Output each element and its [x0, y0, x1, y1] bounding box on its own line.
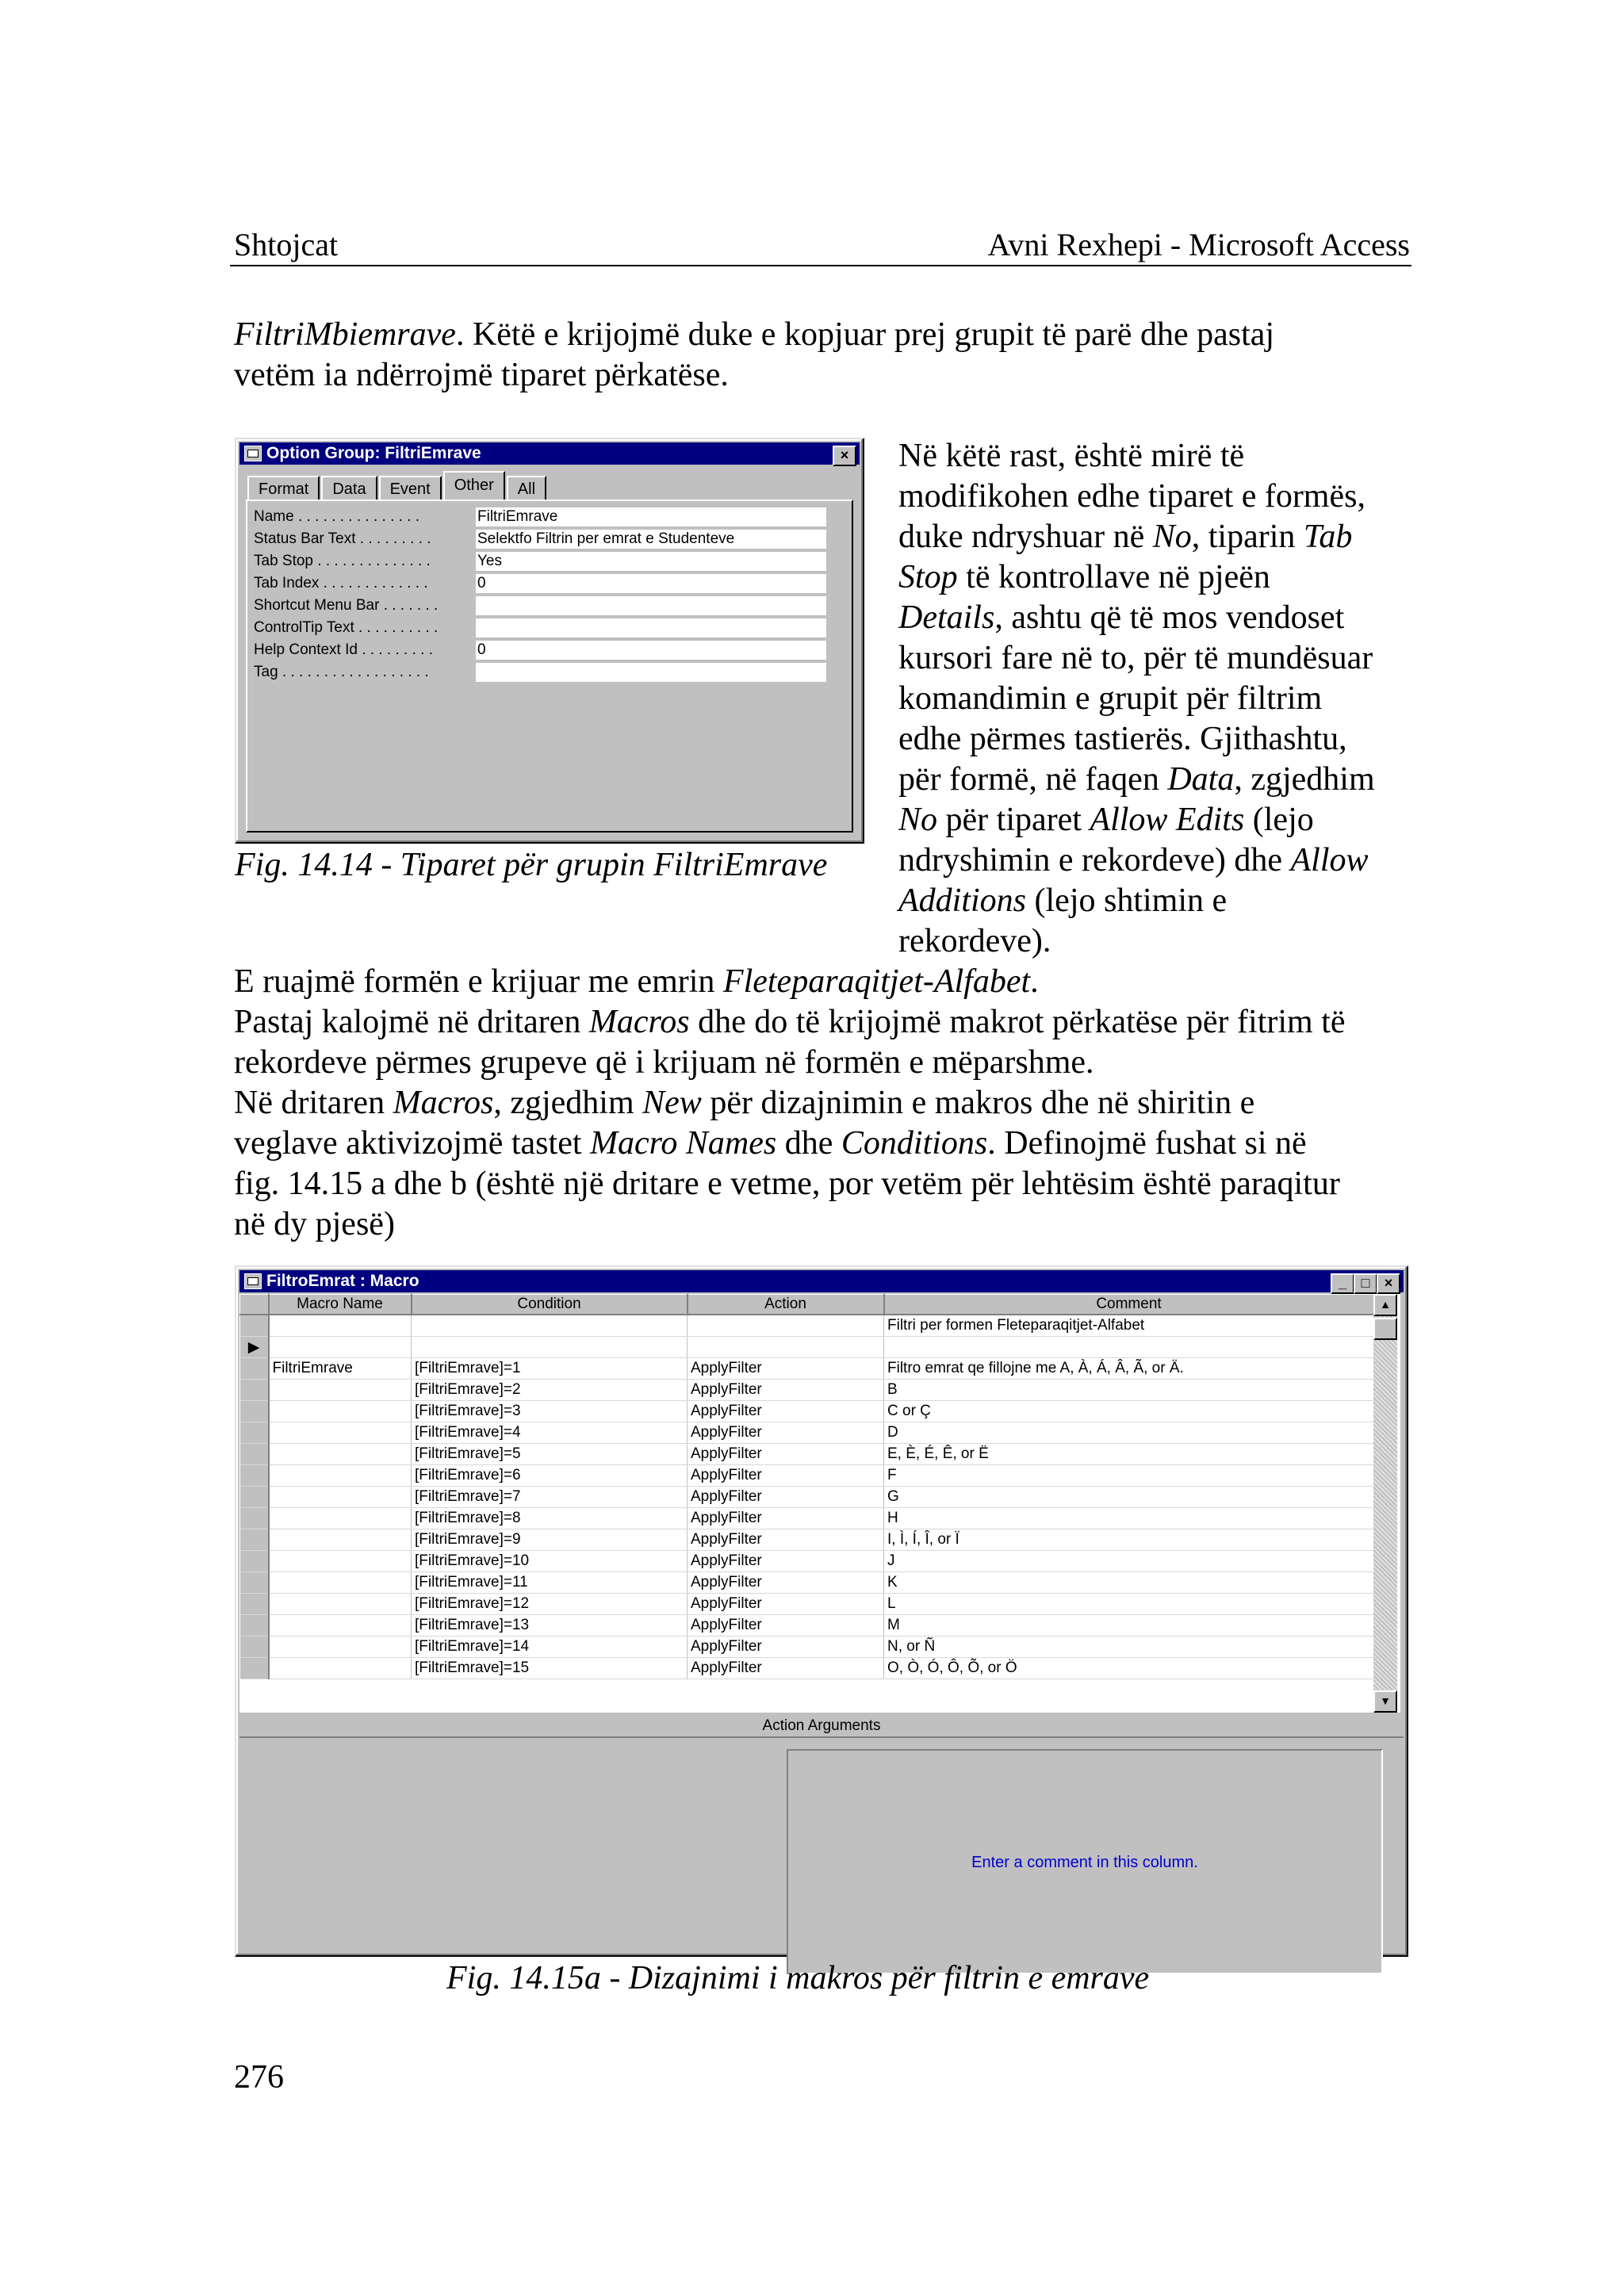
macro-row[interactable] — [240, 1380, 1374, 1401]
comment-cell[interactable]: D — [884, 1422, 1374, 1444]
running-header-left: Shtojcat — [234, 227, 339, 262]
comment-cell[interactable]: J — [884, 1551, 1374, 1572]
side-line-4 — [898, 557, 1270, 598]
action-arguments-label: Action Arguments — [239, 1716, 1404, 1738]
property-value-controltip-text[interactable] — [476, 618, 826, 638]
macro-window — [235, 1265, 1408, 1957]
row-selector[interactable] — [240, 1636, 269, 1658]
macro-row[interactable] — [240, 1572, 1374, 1594]
property-row-status-bar-text — [254, 528, 864, 550]
comment-cell[interactable]: C or Ç — [884, 1401, 1374, 1422]
macro-titlebar — [239, 1270, 1404, 1292]
body-text: dhe do të krijojmë makrot përkatëse për fitrim të — [689, 1004, 1346, 1040]
help-hint-text: Enter a comment in this column. — [971, 1854, 1198, 1871]
macro-name-cell[interactable] — [269, 1315, 412, 1337]
comment-cell[interactable]: Filtri per formen Fleteparaqitjet-Alfabet — [884, 1315, 1374, 1337]
macro-name-cell[interactable] — [269, 1594, 412, 1615]
comment-cell[interactable]: K — [884, 1572, 1374, 1594]
condition-cell[interactable]: [FiltriEmrave]=6 — [412, 1465, 688, 1487]
action-cell[interactable]: ApplyFilter — [688, 1615, 884, 1636]
comment-cell[interactable]: H — [884, 1508, 1374, 1529]
action-cell[interactable]: ApplyFilter — [688, 1358, 884, 1380]
comment-cell[interactable]: L — [884, 1594, 1374, 1615]
action-cell[interactable]: ApplyFilter — [688, 1658, 884, 1679]
macro-icon — [244, 1273, 262, 1289]
side-italic: Additions — [898, 882, 1027, 919]
action-cell[interactable]: ApplyFilter — [688, 1380, 884, 1401]
close-button[interactable]: × — [833, 446, 856, 466]
body-text: për dizajnimin e makros dhe në shiritin e — [701, 1085, 1255, 1121]
row-selector[interactable] — [240, 1615, 269, 1636]
side-italic: Allow — [1290, 842, 1369, 879]
side-italic: Tab — [1303, 519, 1353, 555]
side-text: , ashtu që të mos vendoset — [994, 599, 1345, 636]
row-selector[interactable] — [240, 1572, 269, 1594]
property-label: Help Context Id . . . . . . . . . — [254, 641, 433, 658]
body-text: Pastaj kalojmë në dritaren — [234, 1004, 589, 1040]
macro-row[interactable] — [240, 1529, 1374, 1551]
figure-caption-14-15a: Fig. 14.15a - Dizajnimi i makros për filtrin e emrave — [446, 1960, 1150, 1996]
close-button[interactable]: × — [1377, 1273, 1400, 1294]
body-text: dhe — [776, 1125, 841, 1162]
minimize-button[interactable]: _ — [1331, 1273, 1354, 1294]
property-row-name — [254, 506, 864, 528]
column-header-comment[interactable]: Comment — [884, 1295, 1374, 1315]
body-italic: Fleteparaqitjet-Alfabet — [722, 963, 1031, 1000]
condition-cell[interactable]: [FiltriEmrave]=2 — [412, 1380, 688, 1401]
property-label: Tag . . . . . . . . . . . . . . . . . . — [254, 664, 429, 680]
side-text: , tiparin — [1191, 519, 1304, 555]
macro-name-cell[interactable] — [269, 1487, 412, 1508]
condition-cell[interactable]: [FiltriEmrave]=14 — [412, 1636, 688, 1658]
side-line-12 — [898, 881, 1227, 921]
comment-cell[interactable]: I, Ì, Í, Î, or Ï — [884, 1529, 1374, 1551]
side-text: ndryshimin e rekordeve) dhe — [898, 842, 1291, 879]
property-sheet-icon — [244, 446, 262, 461]
comment-cell[interactable]: E, È, É, Ê, or Ë — [884, 1444, 1374, 1465]
action-cell[interactable]: ApplyFilter — [688, 1572, 884, 1594]
macro-row[interactable] — [240, 1337, 1374, 1358]
macro-grid — [239, 1294, 1400, 1713]
condition-cell[interactable]: [FiltriEmrave]=12 — [412, 1594, 688, 1615]
body-italic: Macros — [588, 1004, 690, 1040]
condition-cell[interactable]: [FiltriEmrave]=13 — [412, 1615, 688, 1636]
side-line-6: kursori fare në to, për të mundësuar — [898, 640, 1373, 676]
property-label: Tab Stop . . . . . . . . . . . . . . — [254, 553, 431, 569]
action-cell[interactable]: ApplyFilter — [688, 1594, 884, 1615]
option-group-titlebar — [239, 442, 860, 465]
row-selector[interactable] — [240, 1658, 269, 1679]
row-selector-header — [240, 1295, 269, 1315]
property-tabs — [247, 473, 548, 500]
body-text: veglave aktivizojmë tastet — [234, 1125, 590, 1162]
property-row-shortcut-menu-bar — [254, 595, 864, 617]
comment-cell[interactable]: F — [884, 1465, 1374, 1487]
column-header-condition[interactable]: Condition — [412, 1295, 688, 1315]
body-line-7: në dy pjesë) — [234, 1206, 395, 1242]
tab-format[interactable]: Format — [247, 476, 320, 500]
page-number: 276 — [234, 2059, 284, 2096]
property-label: Tab Index . . . . . . . . . . . . . — [254, 575, 428, 591]
condition-cell[interactable]: [FiltriEmrave]=5 — [412, 1444, 688, 1465]
comment-cell[interactable]: G — [884, 1487, 1374, 1508]
body-text: E ruajmë formën e krijuar me emrin — [234, 963, 723, 1000]
body-italic: Macro Names — [590, 1125, 777, 1162]
condition-cell[interactable]: [FiltriEmrave]=9 — [412, 1529, 688, 1551]
intro-line-1 — [234, 315, 1274, 355]
macro-name-cell[interactable] — [269, 1401, 412, 1422]
tab-event[interactable]: Event — [379, 476, 442, 500]
macro-row[interactable] — [240, 1508, 1374, 1529]
side-line-5 — [898, 598, 1344, 638]
macro-name-cell[interactable] — [269, 1551, 412, 1572]
side-text: për tiparet — [937, 802, 1090, 838]
macro-row[interactable] — [240, 1422, 1374, 1444]
comment-cell[interactable]: M — [884, 1615, 1374, 1636]
body-italic: Macros — [393, 1085, 494, 1121]
action-cell[interactable]: ApplyFilter — [688, 1465, 884, 1487]
scroll-down-button[interactable]: ▼ — [1373, 1690, 1397, 1713]
macro-header-row — [240, 1295, 1374, 1315]
row-selector[interactable] — [240, 1529, 269, 1551]
side-italic: Allow Edits — [1090, 802, 1245, 838]
body-line-6: fig. 14.15 a dhe b (është një dritare e vetme, por vetëm për lehtësim është paraqitur — [234, 1166, 1340, 1202]
scroll-up-button[interactable]: ▲ — [1373, 1294, 1397, 1316]
property-row-tab-index — [254, 572, 864, 595]
side-text: duke ndryshuar në — [898, 519, 1153, 555]
action-cell[interactable]: ApplyFilter — [688, 1487, 884, 1508]
condition-cell[interactable]: [FiltriEmrave]=10 — [412, 1551, 688, 1572]
body-line-3: rekordeve përmes grupeve që i krijuam në formën e mëparshme. — [234, 1044, 1094, 1081]
macro-name-cell[interactable] — [269, 1658, 412, 1679]
body-line-1 — [234, 962, 1039, 1002]
macro-name-cell[interactable] — [269, 1508, 412, 1529]
row-selector[interactable] — [240, 1594, 269, 1615]
action-cell[interactable]: ApplyFilter — [688, 1422, 884, 1444]
property-value-help-context-id[interactable]: 0 — [476, 641, 826, 660]
macro-name-cell[interactable] — [269, 1529, 412, 1551]
side-italic: Data — [1167, 761, 1235, 798]
macro-name-cell[interactable] — [269, 1444, 412, 1465]
macro-row[interactable] — [240, 1401, 1374, 1422]
maximize-button[interactable]: □ — [1354, 1273, 1377, 1294]
body-italic: New — [642, 1085, 702, 1121]
property-value-tab-index[interactable]: 0 — [476, 574, 826, 594]
macro-name-cell[interactable] — [269, 1465, 412, 1487]
macro-row[interactable] — [240, 1444, 1374, 1465]
action-cell[interactable] — [688, 1315, 884, 1337]
side-text: për formë, në faqen — [898, 761, 1168, 798]
property-row-tab-stop — [254, 550, 864, 572]
macro-name-cell[interactable]: FiltriEmrave — [269, 1358, 412, 1380]
intro-line-2: vetëm ia ndërrojmë tiparet përkatëse. — [234, 357, 729, 393]
macro-row[interactable] — [240, 1487, 1374, 1508]
side-line-9 — [898, 760, 1375, 800]
macro-row[interactable] — [240, 1358, 1374, 1380]
intro-line-1-text: . Këtë e krijojmë duke e kopjuar prej grupit të parë dhe pastaj — [455, 316, 1275, 353]
macro-row[interactable] — [240, 1594, 1374, 1615]
property-list — [254, 506, 864, 683]
comment-cell[interactable]: N, or Ñ — [884, 1636, 1374, 1658]
condition-cell[interactable] — [412, 1337, 688, 1358]
tab-data[interactable]: Data — [321, 476, 377, 500]
macro-table — [239, 1294, 1375, 1679]
macro-name-cell[interactable] — [269, 1380, 412, 1401]
macro-name-cell[interactable] — [269, 1422, 412, 1444]
side-text: (lejo — [1244, 802, 1314, 838]
macro-name-cell[interactable] — [269, 1337, 412, 1358]
action-cell[interactable]: ApplyFilter — [688, 1636, 884, 1658]
comment-cell[interactable]: B — [884, 1380, 1374, 1401]
side-italic: Stop — [898, 559, 958, 595]
property-label: Shortcut Menu Bar . . . . . . . — [254, 597, 439, 614]
property-value-name[interactable]: FiltriEmrave — [476, 507, 826, 527]
action-cell[interactable]: ApplyFilter — [688, 1508, 884, 1529]
action-cell[interactable]: ApplyFilter — [688, 1529, 884, 1551]
side-italic: No — [1152, 519, 1192, 555]
condition-cell[interactable]: [FiltriEmrave]=7 — [412, 1487, 688, 1508]
row-selector[interactable] — [240, 1551, 269, 1572]
row-selector[interactable] — [240, 1508, 269, 1529]
side-text: , zgjedhim — [1234, 761, 1375, 798]
row-selector[interactable] — [240, 1358, 269, 1380]
row-selector[interactable] — [240, 1401, 269, 1422]
comment-cell[interactable]: O, Ò, Ó, Ô, Õ, or Ö — [884, 1658, 1374, 1679]
column-header-macro-name[interactable]: Macro Name — [269, 1295, 412, 1315]
side-line-8: edhe përmes tastierës. Gjithashtu, — [898, 721, 1347, 757]
intro-italic-term: FiltriMbiemrave — [234, 316, 456, 353]
action-cell[interactable] — [688, 1337, 884, 1358]
header-rule — [230, 265, 1411, 266]
condition-cell[interactable] — [412, 1315, 688, 1337]
row-selector[interactable] — [240, 1422, 269, 1444]
property-value-status-bar-text[interactable]: Selektfo Filtrin per emrat e Studenteve — [476, 530, 826, 549]
figure-caption-14-14: Fig. 14.14 - Tiparet për grupin FiltriEmrave — [235, 847, 828, 883]
side-line-11 — [898, 840, 1369, 881]
body-text: , zgjedhim — [493, 1085, 643, 1121]
body-text: . Definojmë fushat si në — [987, 1125, 1307, 1162]
comment-cell[interactable] — [884, 1337, 1374, 1358]
property-label: Name . . . . . . . . . . . . . . . — [254, 508, 420, 525]
option-group-window — [235, 438, 864, 844]
side-italic: No — [898, 802, 938, 838]
macro-row[interactable] — [240, 1551, 1374, 1572]
side-line-13: rekordeve). — [898, 923, 1051, 959]
body-line-5 — [234, 1124, 1307, 1164]
condition-cell[interactable]: [FiltriEmrave]=15 — [412, 1658, 688, 1679]
property-row-help-context-id — [254, 639, 864, 661]
tab-other[interactable]: Other — [443, 471, 505, 500]
side-line-10 — [898, 800, 1314, 840]
side-italic: Details — [898, 599, 995, 636]
row-selector[interactable] — [240, 1380, 269, 1401]
body-text: . — [1030, 963, 1039, 1000]
side-text: të kontrollave në pjeën — [957, 559, 1270, 595]
tab-all[interactable]: All — [507, 476, 546, 500]
action-cell[interactable]: ApplyFilter — [688, 1551, 884, 1572]
running-header-right: Avni Rexhepi - Microsoft Access — [987, 227, 1410, 262]
property-label: Status Bar Text . . . . . . . . . — [254, 530, 431, 547]
condition-cell[interactable]: [FiltriEmrave]=3 — [412, 1401, 688, 1422]
action-cell[interactable]: ApplyFilter — [688, 1444, 884, 1465]
body-line-4 — [234, 1083, 1254, 1124]
row-selector[interactable] — [240, 1487, 269, 1508]
macro-name-cell[interactable] — [269, 1615, 412, 1636]
macro-rows — [240, 1315, 1374, 1679]
property-value-tab-stop[interactable]: Yes — [476, 552, 826, 572]
property-label: ControlTip Text . . . . . . . . . . — [254, 619, 439, 636]
row-selector[interactable]: ▶ — [240, 1337, 269, 1358]
macro-row[interactable] — [240, 1636, 1374, 1658]
property-panel — [246, 500, 853, 833]
column-header-action[interactable]: Action — [688, 1295, 884, 1315]
body-line-2 — [234, 1002, 1346, 1043]
side-line-7: komandimin e grupit për filtrim — [898, 680, 1323, 717]
macro-name-cell[interactable] — [269, 1572, 412, 1594]
side-text: (lejo shtimin e — [1026, 882, 1228, 919]
comment-cell[interactable]: Filtro emrat qe fillojne me A, À, Á, Â, Ã, or Ä. — [884, 1358, 1374, 1380]
body-italic: Conditions — [841, 1125, 988, 1162]
side-line-1: Në këtë rast, është mirë të — [898, 438, 1245, 474]
condition-cell[interactable]: [FiltriEmrave]=11 — [412, 1572, 688, 1594]
macro-row[interactable] — [240, 1658, 1374, 1679]
condition-cell[interactable]: [FiltriEmrave]=8 — [412, 1508, 688, 1529]
row-selector[interactable] — [240, 1315, 269, 1337]
grid-scrollbar[interactable] — [1373, 1294, 1397, 1713]
body-text: Në dritaren — [234, 1085, 393, 1121]
scroll-thumb[interactable] — [1373, 1318, 1397, 1340]
property-row-controltip-text — [254, 617, 864, 639]
macro-row[interactable] — [240, 1615, 1374, 1636]
side-line-2: modifikohen edhe tiparet e formës, — [898, 478, 1365, 515]
macro-window-title: FiltroEmrat : Macro — [266, 1272, 419, 1290]
help-pane — [787, 1749, 1383, 1974]
action-cell[interactable]: ApplyFilter — [688, 1401, 884, 1422]
side-line-3 — [898, 517, 1352, 557]
property-value-shortcut-menu-bar[interactable] — [476, 596, 826, 616]
property-value-tag[interactable] — [476, 663, 826, 683]
row-selector[interactable] — [240, 1465, 269, 1487]
row-selector[interactable] — [240, 1444, 269, 1465]
macro-name-cell[interactable] — [269, 1636, 412, 1658]
condition-cell[interactable]: [FiltriEmrave]=4 — [412, 1422, 688, 1444]
property-row-tag — [254, 661, 864, 683]
condition-cell[interactable]: [FiltriEmrave]=1 — [412, 1358, 688, 1380]
macro-row[interactable] — [240, 1315, 1374, 1337]
option-group-title: Option Group: FiltriEmrave — [266, 444, 481, 462]
macro-row[interactable] — [240, 1465, 1374, 1487]
